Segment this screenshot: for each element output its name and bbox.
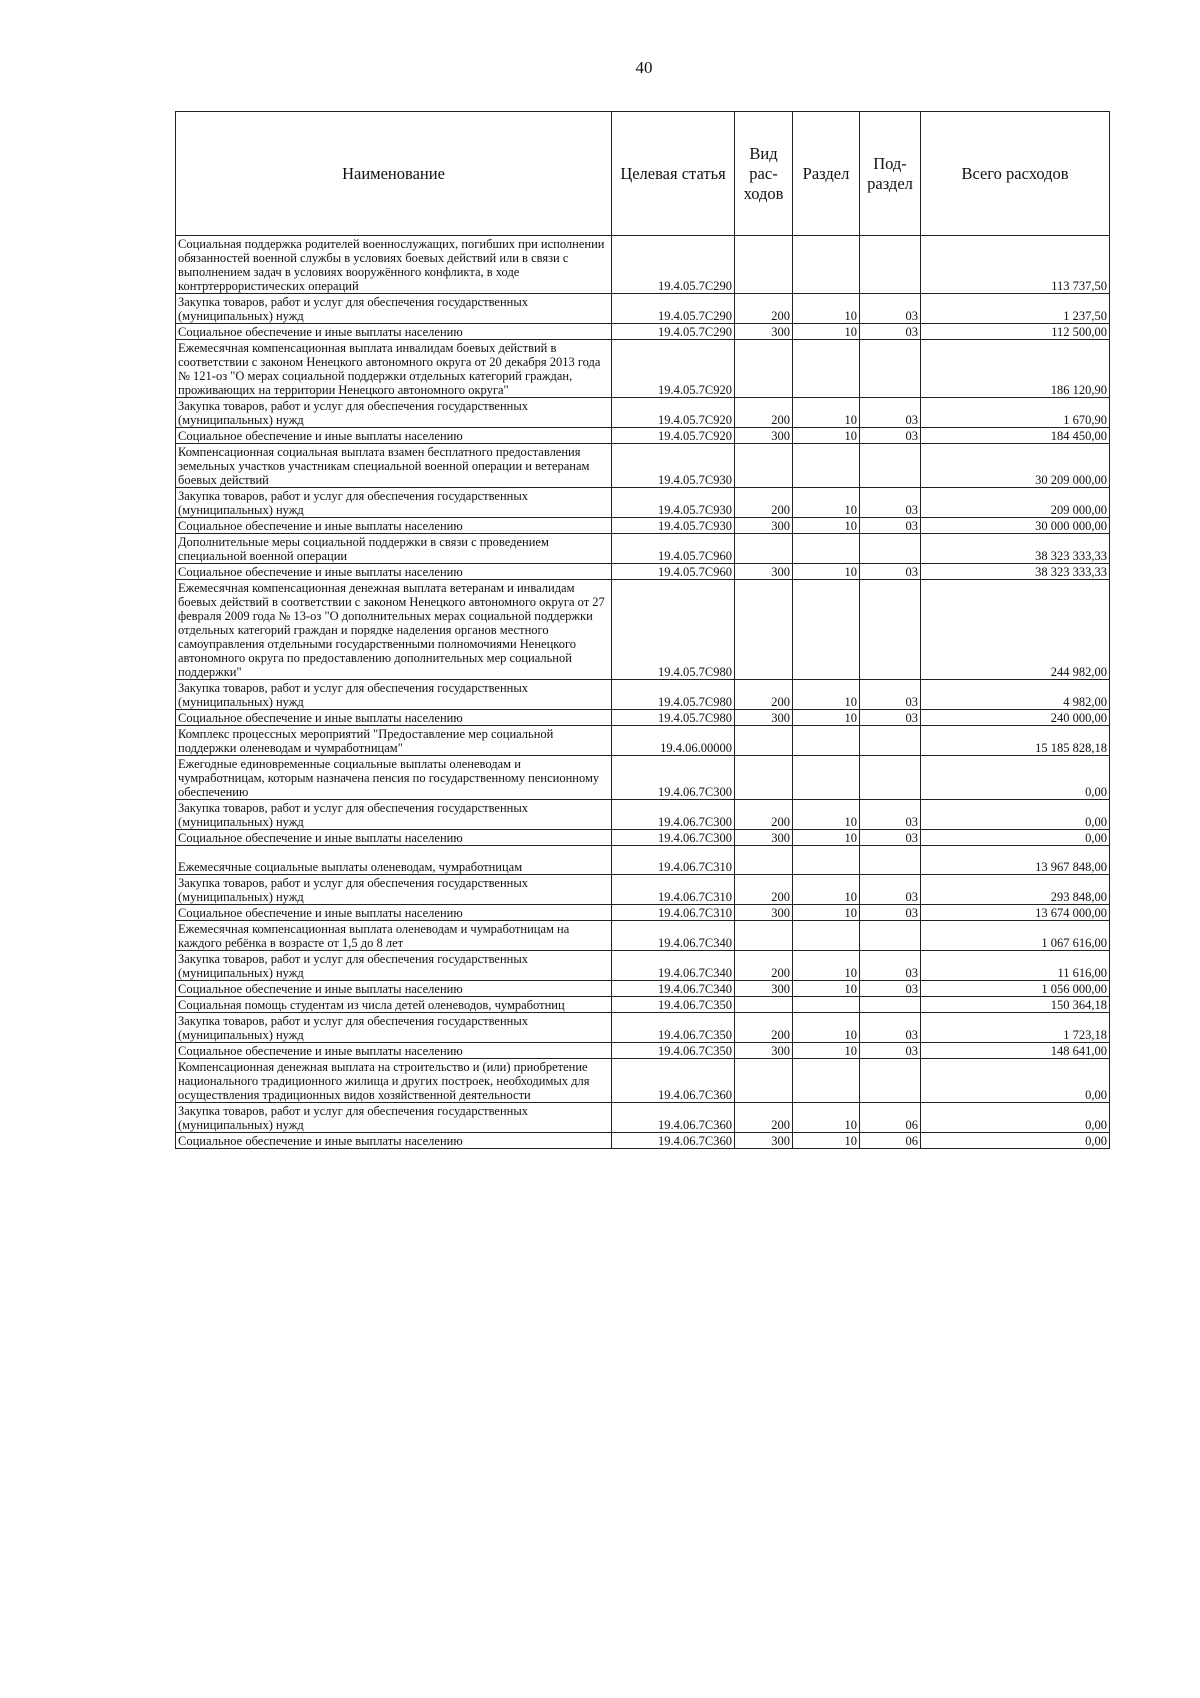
row-subsection: 03 (860, 564, 921, 580)
row-section (793, 340, 860, 398)
table-row (176, 580, 1110, 680)
row-section: 10 (793, 324, 860, 340)
row-code: 19.4.05.7С290 (612, 236, 735, 294)
table-row (176, 398, 1110, 428)
table-row (176, 1059, 1110, 1103)
row-subsection: 03 (860, 398, 921, 428)
row-section (793, 1059, 860, 1103)
row-total: 30 209 000,00 (921, 444, 1110, 488)
row-subsection: 06 (860, 1133, 921, 1149)
row-total: 1 067 616,00 (921, 921, 1110, 951)
row-name: Закупка товаров, работ и услуг для обеспечения государственных (муниципальных) нужд (176, 398, 612, 428)
header-total: Всего расходов (921, 112, 1110, 236)
row-type: 200 (735, 294, 793, 324)
row-name: Закупка товаров, работ и услуг для обеспечения государственных (муниципальных) нужд (176, 294, 612, 324)
row-code: 19.4.06.00000 (612, 726, 735, 756)
row-subsection (860, 921, 921, 951)
row-type: 200 (735, 398, 793, 428)
table-row (176, 981, 1110, 997)
row-total: 186 120,90 (921, 340, 1110, 398)
header-name: Наименование (176, 112, 612, 236)
row-code: 19.4.06.7С300 (612, 830, 735, 846)
row-total: 148 641,00 (921, 1043, 1110, 1059)
header-type: Вид рас- ходов (735, 112, 793, 236)
row-name: Ежемесячная компенсационная выплата оленеводам и чумработницам на каждого ребёнка в возрасте от 1,5 до 8 лет (176, 921, 612, 951)
row-name: Дополнительные меры социальной поддержки в связи с проведением специальной военной операции (176, 534, 612, 564)
row-name: Ежемесячная компенсационная выплата инвалидам боевых действий в соответствии с законом Ненецкого автономного округа от 20 декабря 2013 года № 121-оз "О мерах социальной поддержки отдельных категорий граждан, проживающих на территории Ненецкого автономного округа" (176, 340, 612, 398)
row-type: 200 (735, 1103, 793, 1133)
row-name: Социальное обеспечение и иные выплаты населению (176, 1043, 612, 1059)
header-target: Целевая статья (612, 112, 735, 236)
row-type: 300 (735, 1133, 793, 1149)
row-type: 200 (735, 875, 793, 905)
row-section (793, 726, 860, 756)
table-row (176, 875, 1110, 905)
row-total: 1 237,50 (921, 294, 1110, 324)
row-code: 19.4.05.7С290 (612, 324, 735, 340)
row-type: 300 (735, 324, 793, 340)
row-type (735, 340, 793, 398)
row-type: 200 (735, 680, 793, 710)
row-section (793, 534, 860, 564)
page-number: 40 (635, 58, 653, 77)
table-row (176, 680, 1110, 710)
row-subsection: 03 (860, 428, 921, 444)
row-code: 19.4.05.7С930 (612, 444, 735, 488)
row-name: Социальное обеспечение и иные выплаты населению (176, 710, 612, 726)
table-row (176, 428, 1110, 444)
row-code: 19.4.06.7С310 (612, 875, 735, 905)
row-total: 1 056 000,00 (921, 981, 1110, 997)
table-row (176, 564, 1110, 580)
row-type: 300 (735, 1043, 793, 1059)
row-code: 19.4.06.7С340 (612, 951, 735, 981)
table-row (176, 488, 1110, 518)
row-type: 300 (735, 518, 793, 534)
row-total: 244 982,00 (921, 580, 1110, 680)
row-code: 19.4.06.7С340 (612, 981, 735, 997)
row-name: Закупка товаров, работ и услуг для обеспечения государственных (муниципальных) нужд (176, 488, 612, 518)
row-section: 10 (793, 830, 860, 846)
header-section: Раздел (793, 112, 860, 236)
row-code: 19.4.05.7С920 (612, 340, 735, 398)
row-subsection: 03 (860, 800, 921, 830)
table-row (176, 534, 1110, 564)
row-code: 19.4.06.7С310 (612, 846, 735, 875)
row-section: 10 (793, 398, 860, 428)
row-type (735, 580, 793, 680)
row-name: Социальное обеспечение и иные выплаты населению (176, 830, 612, 846)
row-subsection (860, 997, 921, 1013)
row-code: 19.4.05.7С980 (612, 580, 735, 680)
row-code: 19.4.06.7С350 (612, 997, 735, 1013)
row-total: 0,00 (921, 1103, 1110, 1133)
row-subsection: 03 (860, 951, 921, 981)
row-section (793, 997, 860, 1013)
row-subsection: 03 (860, 905, 921, 921)
row-code: 19.4.06.7С360 (612, 1133, 735, 1149)
row-type: 200 (735, 951, 793, 981)
row-subsection (860, 340, 921, 398)
row-code: 19.4.05.7С980 (612, 680, 735, 710)
row-section: 10 (793, 1013, 860, 1043)
row-type (735, 997, 793, 1013)
table-row (176, 710, 1110, 726)
row-subsection (860, 726, 921, 756)
row-code: 19.4.05.7С960 (612, 534, 735, 564)
row-total: 113 737,50 (921, 236, 1110, 294)
row-total: 0,00 (921, 1133, 1110, 1149)
row-name: Социальное обеспечение и иные выплаты населению (176, 518, 612, 534)
row-section: 10 (793, 488, 860, 518)
row-total: 13 967 848,00 (921, 846, 1110, 875)
row-subsection: 03 (860, 488, 921, 518)
table-row (176, 518, 1110, 534)
row-total: 0,00 (921, 1059, 1110, 1103)
table-row (176, 236, 1110, 294)
row-subsection (860, 534, 921, 564)
row-section (793, 756, 860, 800)
table-row (176, 921, 1110, 951)
row-section (793, 846, 860, 875)
row-type (735, 236, 793, 294)
row-total: 4 982,00 (921, 680, 1110, 710)
table-header-row (176, 112, 1110, 236)
row-total: 30 000 000,00 (921, 518, 1110, 534)
table-row (176, 294, 1110, 324)
row-type (735, 534, 793, 564)
row-section: 10 (793, 875, 860, 905)
table-row (176, 1013, 1110, 1043)
row-total: 0,00 (921, 756, 1110, 800)
row-section: 10 (793, 951, 860, 981)
row-section: 10 (793, 981, 860, 997)
header-subsection: Под- раздел (860, 112, 921, 236)
row-section: 10 (793, 428, 860, 444)
row-name: Социальное обеспечение и иные выплаты населению (176, 1133, 612, 1149)
row-code: 19.4.06.7С350 (612, 1013, 735, 1043)
row-subsection: 03 (860, 710, 921, 726)
row-subsection (860, 580, 921, 680)
row-subsection: 03 (860, 875, 921, 905)
row-total: 293 848,00 (921, 875, 1110, 905)
row-name: Социальное обеспечение и иные выплаты населению (176, 324, 612, 340)
row-code: 19.4.06.7С340 (612, 921, 735, 951)
row-total: 1 670,90 (921, 398, 1110, 428)
row-subsection (860, 756, 921, 800)
row-type (735, 726, 793, 756)
row-name: Социальное обеспечение и иные выплаты населению (176, 981, 612, 997)
row-code: 19.4.05.7С290 (612, 294, 735, 324)
row-name: Социальная помощь студентам из числа детей оленеводов, чумработниц (176, 997, 612, 1013)
table-row (176, 726, 1110, 756)
row-type: 300 (735, 905, 793, 921)
row-type (735, 846, 793, 875)
row-name: Закупка товаров, работ и услуг для обеспечения государственных (муниципальных) нужд (176, 800, 612, 830)
row-code: 19.4.06.7С300 (612, 800, 735, 830)
row-subsection: 03 (860, 830, 921, 846)
row-total: 150 364,18 (921, 997, 1110, 1013)
table-row (176, 324, 1110, 340)
row-type: 200 (735, 488, 793, 518)
row-total: 11 616,00 (921, 951, 1110, 981)
budget-table (175, 111, 1110, 1149)
row-section: 10 (793, 710, 860, 726)
row-code: 19.4.06.7С360 (612, 1059, 735, 1103)
row-type: 200 (735, 800, 793, 830)
row-code: 19.4.05.7С960 (612, 564, 735, 580)
row-total: 13 674 000,00 (921, 905, 1110, 921)
table-row (176, 997, 1110, 1013)
row-total: 38 323 333,33 (921, 534, 1110, 564)
row-section (793, 444, 860, 488)
row-name: Закупка товаров, работ и услуг для обеспечения государственных (муниципальных) нужд (176, 951, 612, 981)
row-code: 19.4.06.7С310 (612, 905, 735, 921)
row-subsection: 03 (860, 1043, 921, 1059)
row-total: 1 723,18 (921, 1013, 1110, 1043)
row-name: Социальное обеспечение и иные выплаты населению (176, 428, 612, 444)
row-code: 19.4.05.7С920 (612, 428, 735, 444)
table-row (176, 846, 1110, 875)
table-row (176, 1043, 1110, 1059)
table-row (176, 830, 1110, 846)
row-name: Компенсационная социальная выплата взамен бесплатного предоставления земельных участков участникам специальной военной операции и ветеранам боевых действий (176, 444, 612, 488)
row-section: 10 (793, 518, 860, 534)
table-row (176, 444, 1110, 488)
row-code: 19.4.05.7С930 (612, 518, 735, 534)
table-row (176, 756, 1110, 800)
row-type: 300 (735, 710, 793, 726)
row-code: 19.4.06.7С360 (612, 1103, 735, 1133)
table-row (176, 905, 1110, 921)
row-subsection: 03 (860, 680, 921, 710)
row-type (735, 756, 793, 800)
row-section: 10 (793, 294, 860, 324)
table-row (176, 1103, 1110, 1133)
row-total: 38 323 333,33 (921, 564, 1110, 580)
row-subsection: 03 (860, 981, 921, 997)
row-total: 0,00 (921, 830, 1110, 846)
row-name: Ежемесячная компенсационная денежная выплата ветеранам и инвалидам боевых действий в соответствии с законом Ненецкого автономного округа от 27 февраля 2009 года № 13-оз "О дополнительных мерах социальной поддержки отдельных категорий граждан и порядке наделения органов местного самоуправления отдельными государственными полномочиями Ненецкого автономного округа по предоставлению дополнительных мер социальной поддержки" (176, 580, 612, 680)
row-type (735, 444, 793, 488)
row-section: 10 (793, 800, 860, 830)
row-section: 10 (793, 1133, 860, 1149)
row-name: Ежемесячные социальные выплаты оленеводам, чумработницам (176, 846, 612, 875)
row-name: Социальное обеспечение и иные выплаты населению (176, 905, 612, 921)
row-subsection (860, 846, 921, 875)
table-row (176, 1133, 1110, 1149)
row-total: 209 000,00 (921, 488, 1110, 518)
row-section: 10 (793, 1103, 860, 1133)
row-name: Ежегодные единовременные социальные выплаты оленеводам и чумработницам, которым назначена пенсия по государственному пенсионному обеспечению (176, 756, 612, 800)
row-subsection (860, 236, 921, 294)
table-row (176, 340, 1110, 398)
row-code: 19.4.06.7С300 (612, 756, 735, 800)
row-subsection: 06 (860, 1103, 921, 1133)
row-code: 19.4.05.7С920 (612, 398, 735, 428)
table-row (176, 951, 1110, 981)
row-section (793, 580, 860, 680)
row-type (735, 1059, 793, 1103)
row-total: 240 000,00 (921, 710, 1110, 726)
row-type: 300 (735, 428, 793, 444)
table-row (176, 800, 1110, 830)
row-name: Комплекс процессных мероприятий "Предоставление мер социальной поддержки оленеводам и чумработницам" (176, 726, 612, 756)
row-section: 10 (793, 680, 860, 710)
row-subsection (860, 444, 921, 488)
row-total: 112 500,00 (921, 324, 1110, 340)
row-type: 300 (735, 564, 793, 580)
row-subsection: 03 (860, 294, 921, 324)
row-subsection: 03 (860, 1013, 921, 1043)
row-total: 0,00 (921, 800, 1110, 830)
row-subsection (860, 1059, 921, 1103)
row-total: 184 450,00 (921, 428, 1110, 444)
row-name: Закупка товаров, работ и услуг для обеспечения государственных (муниципальных) нужд (176, 680, 612, 710)
row-name: Социальное обеспечение и иные выплаты населению (176, 564, 612, 580)
row-type: 300 (735, 830, 793, 846)
row-name: Компенсационная денежная выплата на строительство и (или) приобретение национального традиционного жилища и других построек, необходимых для осуществления традиционных видов хозяйственной деятельности (176, 1059, 612, 1103)
row-total: 15 185 828,18 (921, 726, 1110, 756)
row-type: 200 (735, 1013, 793, 1043)
row-name: Закупка товаров, работ и услуг для обеспечения государственных (муниципальных) нужд (176, 1013, 612, 1043)
row-name: Социальная поддержка родителей военнослужащих, погибших при исполнении обязанностей военной службы в условиях боевых действий или в связи с выполнением задач в условиях вооружённого конфликта, в ходе контртеррористических операций (176, 236, 612, 294)
row-section: 10 (793, 1043, 860, 1059)
row-type (735, 921, 793, 951)
row-section (793, 921, 860, 951)
row-section: 10 (793, 564, 860, 580)
row-subsection: 03 (860, 324, 921, 340)
row-code: 19.4.06.7С350 (612, 1043, 735, 1059)
row-code: 19.4.05.7С930 (612, 488, 735, 518)
row-section: 10 (793, 905, 860, 921)
row-type: 300 (735, 981, 793, 997)
row-name: Закупка товаров, работ и услуг для обеспечения государственных (муниципальных) нужд (176, 1103, 612, 1133)
row-name: Закупка товаров, работ и услуг для обеспечения государственных (муниципальных) нужд (176, 875, 612, 905)
row-section (793, 236, 860, 294)
row-subsection: 03 (860, 518, 921, 534)
row-code: 19.4.05.7С980 (612, 710, 735, 726)
